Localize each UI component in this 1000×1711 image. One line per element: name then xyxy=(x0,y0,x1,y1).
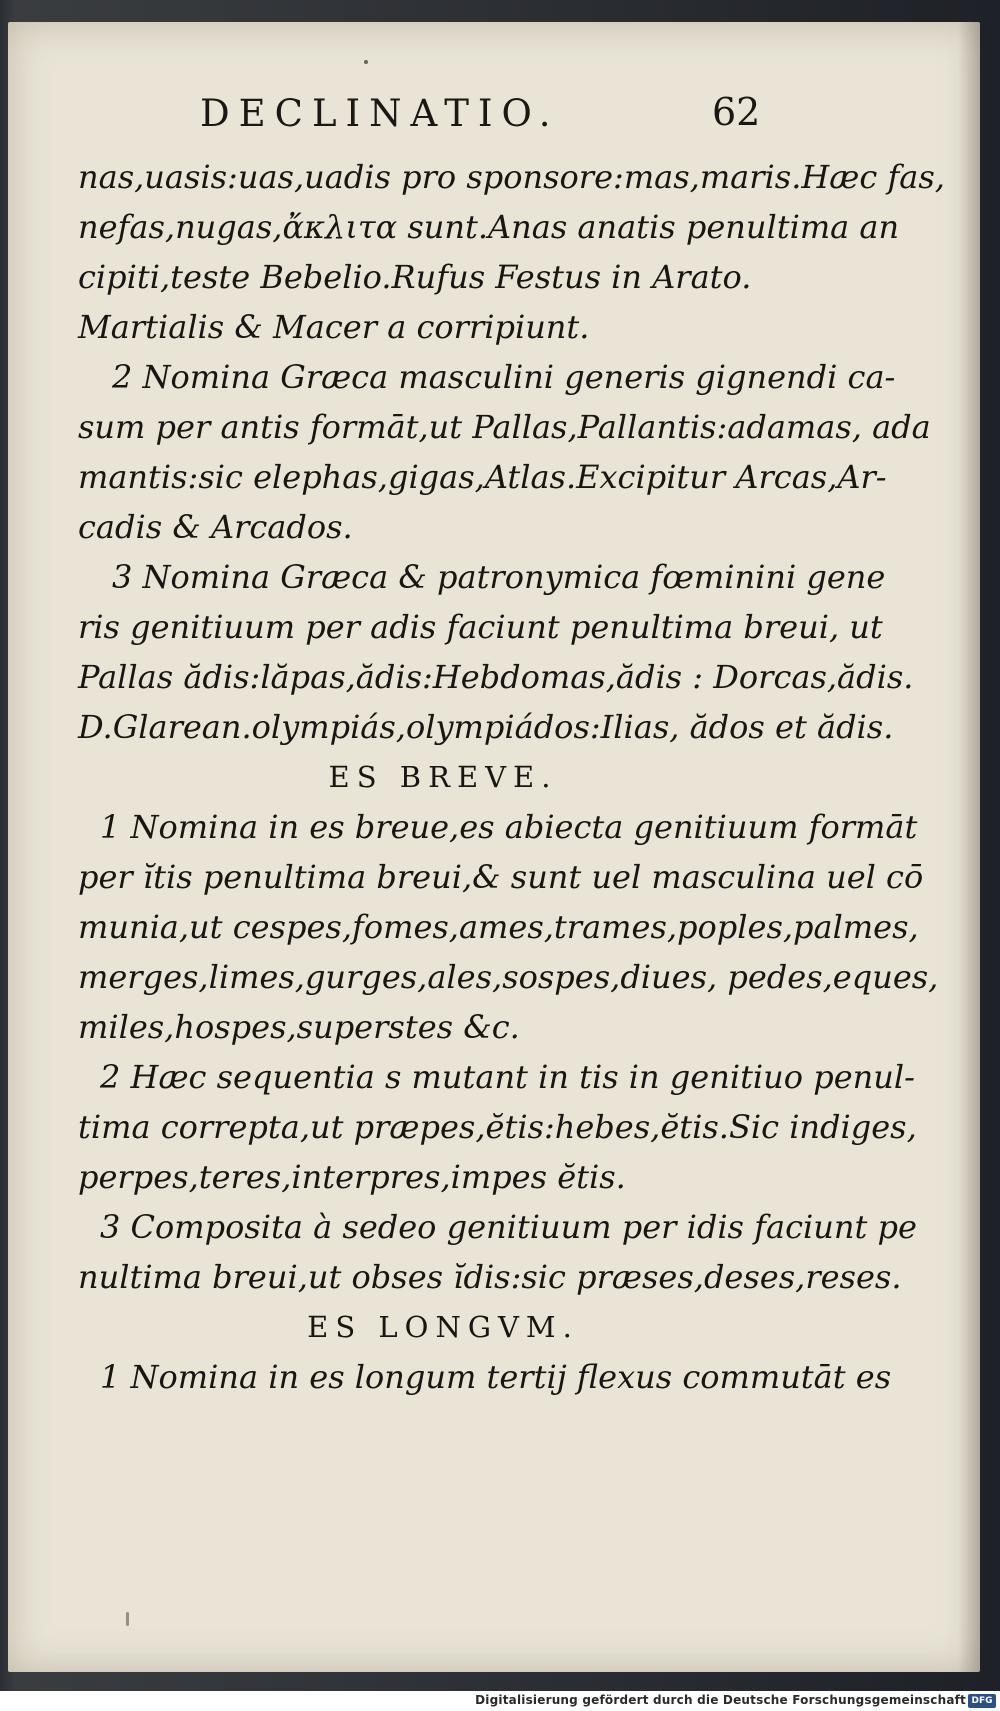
text-line: D.Glarean.olympiás,olympiádos:Ilias, ădos et ădis. xyxy=(78,708,894,746)
text-line: mantis:sic elephas,gigas,Atlas.Excipitur Arcas,Ar- xyxy=(78,458,887,496)
section-heading: ES BREVE. xyxy=(328,760,558,794)
text-line: munia,ut cespes,fomes,ames,trames,poples,palmes, xyxy=(78,908,919,946)
text-line: per ĭtis penultima breui,& sunt uel masculina uel cō xyxy=(78,858,924,896)
text-line: 2 Nomina Græca masculini generis gignendi ca- xyxy=(112,358,896,396)
body-text xyxy=(78,152,945,1402)
text-line: Martialis & Macer a corripiunt. xyxy=(78,308,590,346)
text-line: cipiti,teste Bebelio.Rufus Festus in Arato. xyxy=(78,258,752,296)
text-line: perpes,teres,interpres,impes ĕtis. xyxy=(78,1158,626,1196)
text-line: nefas,nugas,ἄκλιτα sunt.Anas anatis penultima an xyxy=(78,208,900,246)
page-number: 62 xyxy=(712,90,761,134)
funding-credit: Digitalisierung gefördert durch die Deutsche Forschungsgemeinschaft xyxy=(475,1693,966,1707)
text-line: sum per antis formāt,ut Pallas,Pallantis:adamas, ada xyxy=(78,408,931,446)
dfg-logo: DFG xyxy=(968,1694,996,1708)
text-line: miles,hospes,superstes &c. xyxy=(78,1008,520,1046)
text-line: 1 Nomina in es longum tertij flexus commutāt es xyxy=(100,1358,892,1396)
text-line: 1 Nomina in es breue,es abiecta genitiuum formāt xyxy=(100,808,918,846)
text-line: ris genitiuum per adis faciunt penultima breui, ut xyxy=(78,608,883,646)
section-heading: ES LONGVM. xyxy=(307,1310,579,1344)
ink-speck xyxy=(364,60,368,64)
text-line: nultima breui,ut obses ĭdis:sic præses,deses,reses. xyxy=(78,1258,902,1296)
text-line: 3 Composita à sedeo genitiuum per idis faciunt pe xyxy=(100,1208,917,1246)
text-line: 2 Hæc sequentia s mutant in tis in genitiuo penul- xyxy=(100,1058,915,1096)
text-line: merges,limes,gurges,ales,sospes,diues, pedes,eques, xyxy=(78,958,939,996)
text-line: Pallas ădis:lăpas,ădis:Hebdomas,ădis : Dorcas,ădis. xyxy=(78,658,914,696)
running-head: DECLINATIO. xyxy=(200,92,560,135)
text-line: 3 Nomina Græca & patronymica fœminini gene xyxy=(112,558,886,596)
text-line: nas,uasis:uas,uadis pro sponsore:mas,maris.Hæc fas, xyxy=(78,158,945,196)
text-line: tima correpta,ut præpes,ĕtis:hebes,ĕtis.Sic indiges, xyxy=(78,1108,917,1146)
ink-speck xyxy=(126,1612,129,1626)
text-line: cadis & Arcados. xyxy=(78,508,353,546)
